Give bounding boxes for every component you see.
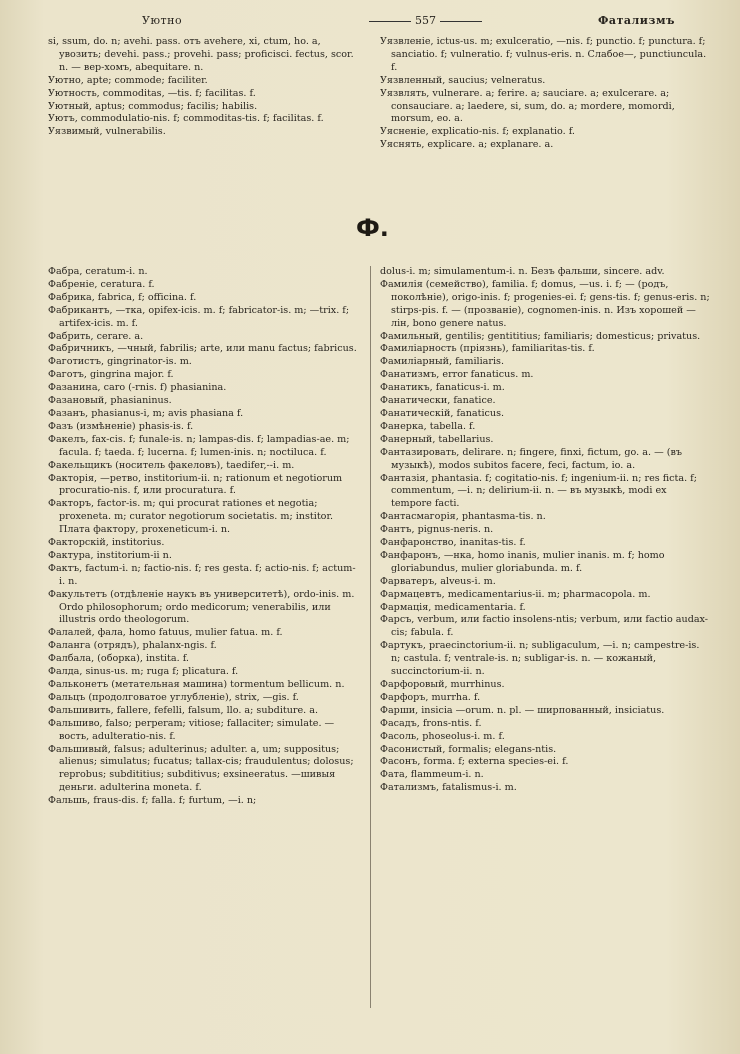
header-left-word: Уютно: [142, 14, 183, 27]
dictionary-entry: Фасонъ, forma. f; externa species-ei. f.: [380, 756, 569, 768]
dictionary-entry: Фальцъ (продолговатое углубленіе), strix, —gis. f.: [48, 691, 299, 703]
dictionary-entry: Фазанъ, phasianus-i, m; avis phasiana f.: [48, 407, 244, 419]
dictionary-entry: Фарфоръ, murrha. f.: [380, 691, 481, 703]
dictionary-entry: Фаготистъ, gingrinator-is. m.: [48, 356, 192, 368]
dictionary-entry: Фамиліарный, familiaris.: [380, 356, 505, 368]
dictionary-entry: Фамиліарность (пріязнь), familiaritas-tis. f.: [380, 343, 595, 355]
running-header: [60, 14, 700, 34]
dictionary-entry: Фактъ, factum-i. n; factio-nis. f; res gesta. f; actio-nis. f; actum-i. n.: [48, 562, 356, 587]
dictionary-entry: Уязвимый, vulnerabilis.: [48, 126, 166, 138]
dictionary-entry: Фазановый, phasianinus.: [48, 395, 172, 407]
dictionary-entry: Факелъ, fax-cis. f; funale-is. n; lampas-dis. f; lampadias-ae. m; facula. f; taeda. f; lucerna. f; lumen-inis. n; noctiluca. f.: [48, 433, 350, 458]
dictionary-entry: Фасонистый, formalis; elegans-ntis.: [380, 743, 557, 755]
dictionary-entry: Фарватеръ, alveus-i. m.: [380, 575, 496, 587]
dictionary-entry: Фанерка, tabella. f.: [380, 420, 476, 432]
dictionary-entry: Фальконетъ (метательная машина) tormentum bellicum. n.: [48, 679, 345, 690]
dictionary-entry: Фамилія (семейство), familia. f; domus, —us. i. f; — (родъ, поколѣніе), origo-inis. f; progenies-ei. f; gens-tis. f; genus-eris. n; stirps-pis. f. — (прозваніе), cognomen-inis. n. Изъ хорошей —лін, bono genere natus.: [380, 278, 710, 329]
dictionary-entry: Фанатическій, fanaticus.: [380, 407, 505, 419]
dictionary-entry: Уязвлять, vulnerare. a; ferire. a; sauciare. a; exulcerare. a; consauciare. a; laedere, si, sum, do. a; mordere, momordi, morsum, eo. a.: [380, 87, 675, 125]
dictionary-entry: Фабреніе, ceratura. f.: [48, 278, 155, 290]
column-left-top: [48, 36, 354, 139]
dictionary-entry: Фарши, insicia —orum. n. pl. — ширпованный, insiciatus.: [380, 704, 665, 716]
dictionary-entry: Фарсъ, verbum, или factio insolens-ntis; verbum, или factio audax-cis; fabula. f.: [380, 614, 709, 639]
dictionary-entry: Уязвленный, saucius; velneratus.: [380, 74, 546, 86]
dictionary-entry: Фабричникъ, —чный, fabrilis; arte, или manu factus; fabricus.: [48, 343, 357, 355]
dictionary-entry: Уясненіе, explicatio-nis. f; explanatio. f.: [380, 126, 575, 138]
dictionary-entry: Фанатизмъ, error fanaticus. m.: [380, 369, 534, 381]
dictionary-entry: Фантъ, pignus-neris. n.: [380, 524, 494, 536]
dictionary-entry: Фанатически, fanatice.: [380, 395, 496, 407]
section-letter: Ф.: [356, 214, 389, 242]
dictionary-entry: Фанфаронъ, —нка, homo inanis, mulier inanis. m. f; homo gloriabundus, mulier gloriabunda. m. f.: [380, 549, 665, 574]
dictionary-entry: Факультетъ (отдѣленіе наукъ въ университетѣ), ordo-inis. m. Ordo philosophorum; ordo medicorum; venerabilis, или illustris ordo theologorum.: [48, 588, 355, 626]
dictionary-entry: Фата, flammeum-i. n.: [380, 769, 484, 781]
column-left-main: [48, 266, 361, 808]
dictionary-entry: Уютно, apte; commode; faciliter.: [48, 74, 208, 86]
dictionary-entry: dolus-i. m; simulamentum-i. n. Безъ фальши, sincere. adv.: [380, 266, 665, 277]
dictionary-entry: Фанерный, tabellarius.: [380, 433, 494, 445]
dictionary-entry: Факторскій, institorius.: [48, 537, 165, 549]
dictionary-entry: Фактура, institorium-ii n.: [48, 549, 172, 561]
dictionary-entry: Фармація, medicamentaria. f.: [380, 601, 526, 613]
dictionary-entry: Фаланга (отрядъ), phalanx-ngis. f.: [48, 640, 217, 652]
dictionary-entry: Фазанина, caro (-rnis. f) phasianina.: [48, 382, 227, 394]
dictionary-entry: Фарфоровый, murrhinus.: [380, 679, 505, 690]
dictionary-entry: Фасоль, phoseolus-i. m. f.: [380, 730, 505, 742]
dictionary-entry: Фасадъ, frons-ntis. f.: [380, 717, 482, 729]
dictionary-entry: Фабрить, cerare. a.: [48, 330, 144, 342]
dictionary-entry: si, ssum, do. n; avehi. pass. отъ avehere, xi, ctum, ho. a, увозить; devehi. pass.; provehi. pass; proficisci. fectus, scor. n. — вер-хомъ, abequitare. n.: [48, 36, 354, 73]
dictionary-entry: Уютъ, commodulatio-nis. f; commoditas-tis. f; facilitas. f.: [48, 113, 324, 125]
dictionary-entry: Факторъ, factor-is. m; qui procurat rationes et negotia; proxeneta. m; curator negotiorum societatis. m; institor. Плата фактору, proxeneticum-i. n.: [48, 498, 334, 536]
dictionary-entry: Уяснять, explicare. a; explanare. a.: [380, 139, 554, 151]
dictionary-entry: Фамильный, gentilis; gentititius; familiaris; domesticus; privatus.: [380, 330, 701, 342]
dictionary-entry: Фанатикъ, fanaticus-i. m.: [380, 382, 505, 394]
dictionary-entry: Фанфаронство, inanitas-tis. f.: [380, 537, 526, 549]
column-right-main: [380, 266, 710, 795]
dictionary-entry: Фантазировать, delirare. n; fingere, finxi, fictum, go. a. — (въ музыкѣ), modos subitos facere, feci, factum, io. a.: [380, 446, 682, 471]
page-number-text: 557: [415, 14, 436, 27]
dictionary-entry: Уютность, commoditas, —tis. f; facilitas. f.: [48, 87, 256, 99]
dictionary-entry: Фазъ (измѣненіе) phasis-is. f.: [48, 420, 194, 432]
dictionary-entry: Факторія, —ретво, institorium-ii. n; rationum et negotiorum procuratio-nis. f, или procuratura. f.: [48, 472, 343, 497]
header-right-word: Фатализмъ: [598, 14, 675, 27]
dictionary-entry: Фармацевтъ, medicamentarius-ii. m; pharmacopola. m.: [380, 588, 651, 600]
dictionary-entry: Фальшиво, falso; perperam; vitiose; fallaciter; simulate. —вость, adulteratio-nis. f.: [48, 717, 335, 742]
dictionary-entry: Фалалей, фала, homo fatuus, mulier fatua. m. f.: [48, 627, 283, 639]
dictionary-entry: Фатализмъ, fatalismus-i. m.: [380, 782, 517, 794]
dictionary-entry: Уязвленіе, ictus-us. m; exulceratio, —nis. f; punctio. f; punctura. f; sanciatio. f; vulneratio. f; vulnus-eris. n. Слабое—, punctiuncula. f.: [380, 36, 707, 73]
dictionary-entry: Фабра, ceratum-i. n.: [48, 266, 148, 277]
dictionary-entry: Фабрика, fabrica, f; officina. f.: [48, 291, 197, 303]
dictionary-entry: Уютный, aptus; commodus; facilis; habilis.: [48, 100, 258, 112]
dictionary-entry: Фальшивить, fallere, fefelli, falsum, llo. a; subditure. a.: [48, 704, 319, 716]
dictionary-entry: Факельщикъ (носитель факеловъ), taedifer,--i. m.: [48, 459, 295, 471]
dictionary-entry: Фалда, sinus-us. m; ruga f; plicatura. f.: [48, 666, 239, 678]
column-right-top: [380, 36, 710, 152]
page-number: [365, 14, 486, 27]
dictionary-entry: Фальшь, fraus-dis. f; falla. f; furtum, —i. n;: [48, 795, 257, 807]
dictionary-entry: Фабрикантъ, —тка, opifex-icis. m. f; fabricator-is. m; —trix. f; artifex-icis. m. f.: [48, 304, 350, 329]
dictionary-entry: Фантасмагорія, phantasma-tis. n.: [380, 511, 546, 523]
dictionary-entry: Фалбала, (оборка), instita. f.: [48, 653, 189, 665]
dictionary-entry: Фальшивый, falsus; adulterinus; adulter. a, um; suppositus; alienus; simulatus; fucatus; tallax-cis; fraudulentus; dolosus; reprobus; subdititius; subditivus; exsineeratus. —шивыя деньги. adulterina moneta. f.: [48, 743, 354, 794]
column-divider: [370, 266, 371, 1008]
dictionary-entry: Фартукъ, praecinctorium-ii. n; subligaculum, —i. n; campestre-is. n; castula. f; ventrale-is. n; subligar-is. n. — кожаный, succinctorium-ii. n.: [380, 640, 700, 678]
dictionary-entry: Фантазія, phantasia. f; cogitatio-nis. f; ingenium-ii. n; res ficta. f; commentum, —i. n; delirium-ii. n. — въ музыкѣ, modi ex tempore facti.: [380, 472, 697, 510]
dictionary-entry: Фаготъ, gingrina major. f.: [48, 369, 174, 381]
